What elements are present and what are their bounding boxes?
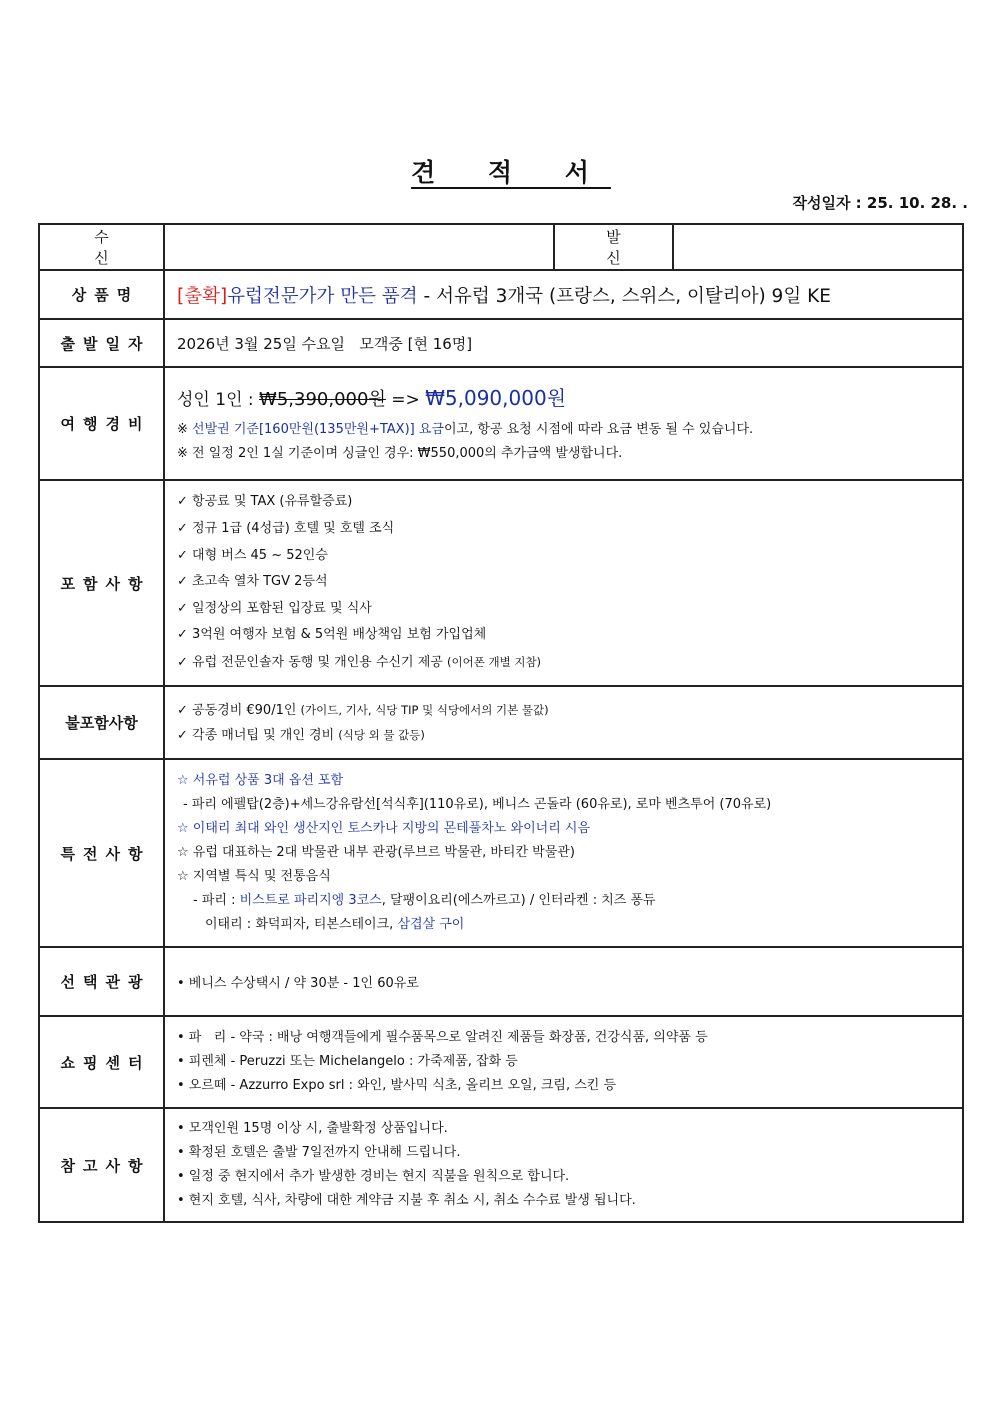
- recipient-label: 수 신: [39, 224, 164, 270]
- list-item: ✓ 정규 1급 (4성급) 호텔 및 호텔 조식: [177, 521, 395, 537]
- list-item: ✓ 3억원 여행자 보험 & 5억원 배상책임 보험 가입업체: [177, 627, 487, 643]
- product-name-highlight: 유럽전문가가 만든 품격: [227, 285, 418, 307]
- list-item: ✓ 일정상의 포함된 입장료 및 식사: [177, 600, 372, 616]
- list-item: • 확정된 호텔은 출발 7일전까지 안내해 드립니다.: [177, 1145, 461, 1160]
- includes-label: 포함사항: [39, 480, 164, 686]
- departure-value: 2026년 3월 25일 수요일 모객중 [현 16명]: [164, 319, 963, 367]
- excludes-label: 불포함사항: [39, 686, 164, 759]
- list-item: ✓ 유럽 전문인솔자 동행 및 개인용 수신기 제공 (이어폰 개별 지참): [177, 654, 542, 670]
- shopping-label: 쇼핑센터: [39, 1016, 164, 1108]
- list-item: ✓ 대형 버스 45 ~ 52인승: [177, 547, 328, 563]
- specials-list: [164, 759, 963, 947]
- cost-row: [39, 367, 963, 480]
- specials-row: [39, 759, 963, 947]
- recipient-row: [39, 224, 963, 270]
- list-item: • 모객인원 15명 이상 시, 출발확정 상품입니다.: [177, 1121, 448, 1136]
- list-item: • 오르떼 - Azzurro Expo srl : 와인, 발사믹 식초, 올리브 오일, 크림, 스킨 등: [177, 1078, 617, 1093]
- list-item: ☆ 서유럽 상품 3대 옵션 포함: [177, 773, 344, 788]
- product-label: 상품명: [39, 270, 164, 319]
- list-item: - 파리 에펠탑(2층)+세느강유람선[석식후](110유로), 베니스 곤돌라 (60유로), 로마 벤츠투어 (70유로): [183, 797, 772, 812]
- cost-note-1: ※ 선발권 기준[160만원(135만원+TAX)] 요금이고, 항공 요청 시점에 따라 요금 변동 될 수 있습니다.: [177, 422, 754, 437]
- list-item: • 현지 호텔, 식사, 차량에 대한 계약금 지불 후 취소 시, 취소 수수료 발생 됩니다.: [177, 1193, 636, 1208]
- excludes-list: [164, 686, 963, 759]
- departure-row: [39, 319, 963, 367]
- document-title: 견 적 서: [411, 158, 611, 187]
- list-item: • 일정 중 현지에서 추가 발생한 경비는 현지 직불을 원칙으로 합니다.: [177, 1169, 570, 1184]
- issue-date: 작성일자 : 25. 10. 28. .: [792, 194, 968, 212]
- list-item: ☆ 지역별 특식 및 전통음식: [177, 869, 331, 884]
- list-item: ✓ 초고속 열차 TGV 2등석: [177, 574, 328, 590]
- old-price: ₩5,390,000원: [259, 389, 386, 410]
- list-item: 이태리 : 화덕피자, 티본스테이크, 삼겹살 구이: [205, 917, 465, 932]
- departure-label: 출발일자: [39, 319, 164, 367]
- specials-label: 특전사항: [39, 759, 164, 947]
- list-item: ✓ 공동경비 €90/1인 (가이드, 기사, 식당 TIP 및 식당에서의 기본 물값): [177, 702, 549, 718]
- price-line: 성인 1인 : ₩5,390,000원 => ₩5,090,000원: [177, 386, 567, 410]
- notes-row: [39, 1108, 963, 1222]
- optional-tour-row: [39, 947, 963, 1016]
- product-row: [39, 270, 963, 319]
- new-price: ₩5,090,000원: [425, 386, 567, 410]
- sender-value: [673, 224, 963, 270]
- optional-tour-item: • 베니스 수상택시 / 약 30분 - 1인 60유로: [164, 947, 963, 1016]
- quote-table: [38, 223, 964, 1223]
- recipient-value: [164, 224, 554, 270]
- notes-label: 참고사항: [39, 1108, 164, 1222]
- cost-label: 여행경비: [39, 367, 164, 480]
- list-item: ☆ 유럽 대표하는 2대 박물관 내부 관광(루브르 박물관, 바티칸 박물관): [177, 845, 575, 860]
- list-item: - 파리 : 비스트로 파리지엥 3코스, 달팽이요리(에스까르고) / 인터라켄 : 치즈 퐁듀: [193, 893, 656, 908]
- includes-list: [164, 480, 963, 686]
- optional-tour-label: 선택관광: [39, 947, 164, 1016]
- includes-row: [39, 480, 963, 686]
- shopping-row: [39, 1016, 963, 1108]
- sender-label: 발 신: [554, 224, 673, 270]
- product-name: [164, 270, 963, 319]
- notes-list: [164, 1108, 963, 1222]
- list-item: • 파 리 - 약국 : 배낭 여행객들에게 필수품목으로 알려진 제품들 화장품, 건강식품, 의약품 등: [177, 1030, 708, 1045]
- list-item: ✓ 각종 매너팁 및 개인 경비 (식당 외 물 값등): [177, 727, 425, 743]
- cost-content: [164, 367, 963, 480]
- cost-note-2: ※ 전 일정 2인 1실 기준이며 싱글인 경우: ₩550,000의 추가금액 발생합니다.: [177, 446, 623, 461]
- product-tag: [출확]: [177, 285, 228, 307]
- shopping-list: [164, 1016, 963, 1108]
- product-name-rest: - 서유럽 3개국 (프랑스, 스위스, 이탈리아) 9일 KE: [417, 285, 831, 307]
- list-item: ☆ 이태리 최대 와인 생산지인 토스카나 지방의 몬테풀차노 와이너리 시음: [177, 821, 591, 836]
- list-item: ✓ 항공료 및 TAX (유류할증료): [177, 494, 353, 510]
- excludes-row: [39, 686, 963, 759]
- list-item: • 피렌체 - Peruzzi 또는 Michelangelo : 가죽제품, 잡화 등: [177, 1054, 518, 1069]
